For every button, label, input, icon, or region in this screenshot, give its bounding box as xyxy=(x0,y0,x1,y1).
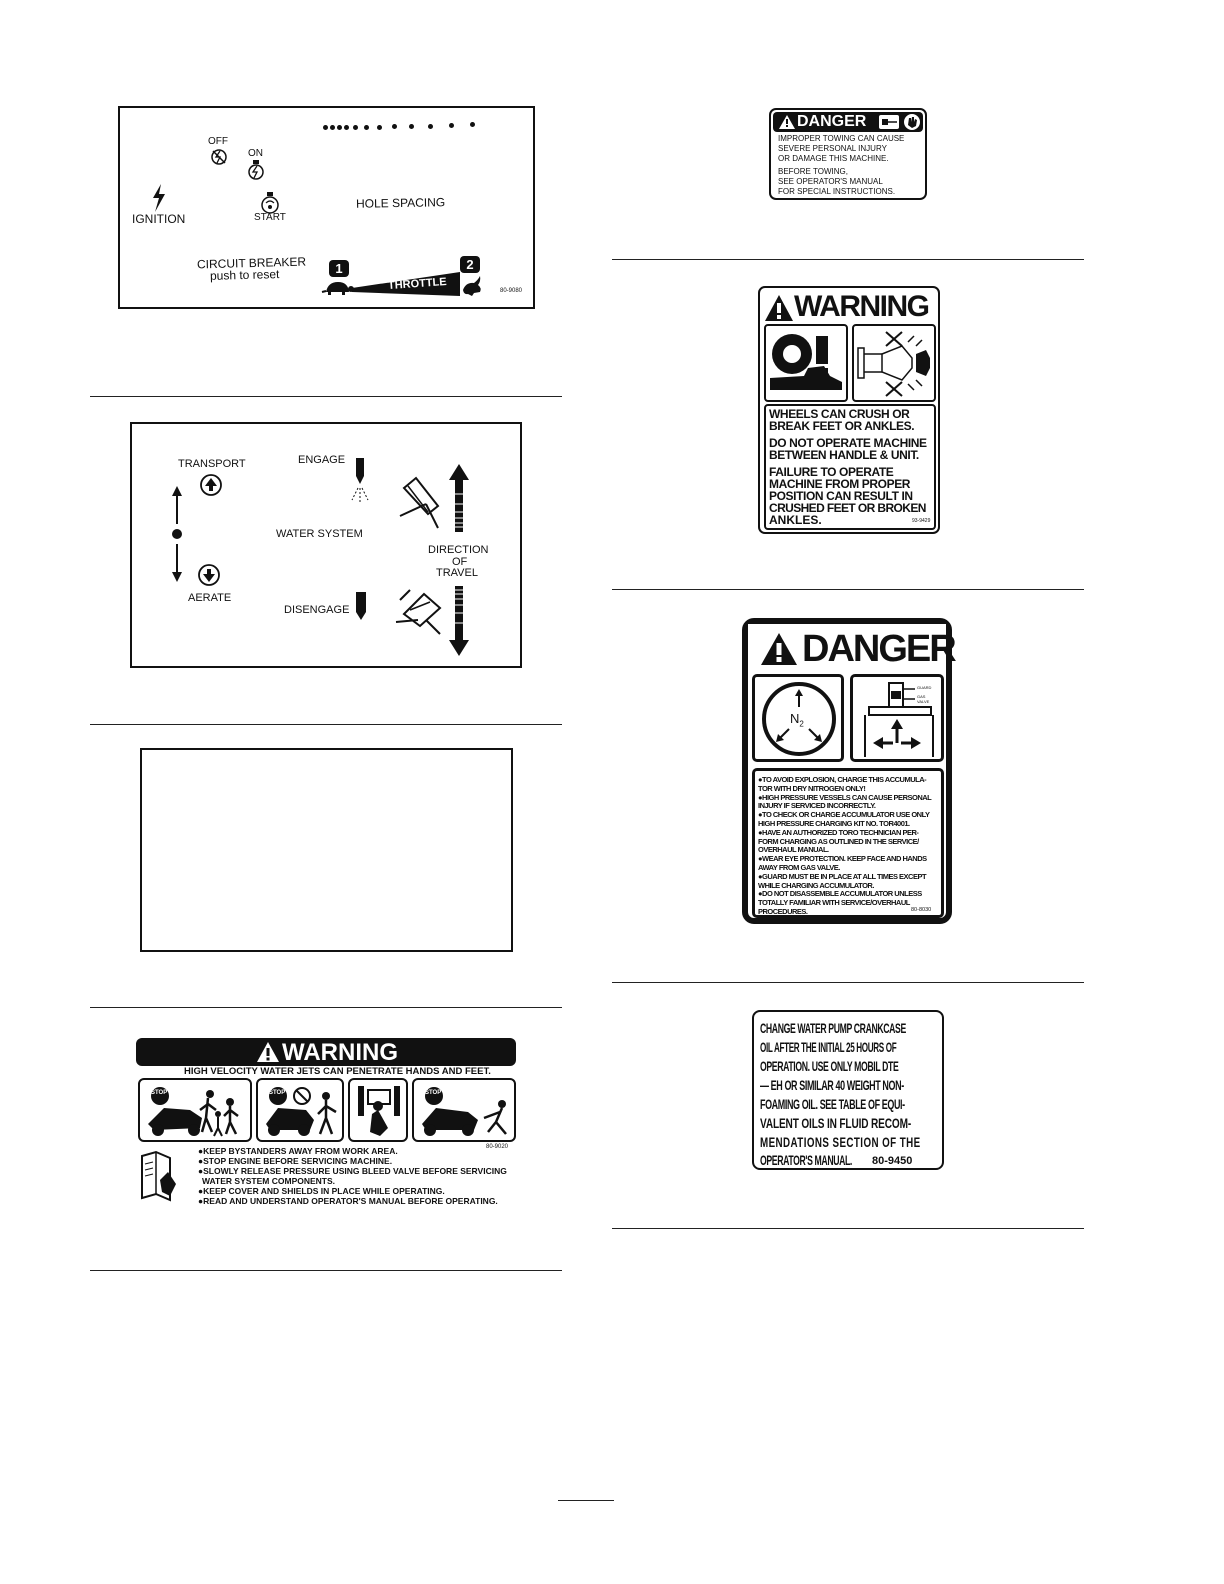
direction-label: DIRECTION xyxy=(428,544,489,556)
warning-triangle-icon xyxy=(256,1041,280,1063)
accumulator-bullet-4c: OVERHAUL MANUAL. xyxy=(758,845,829,855)
wheels-p2-line2: BETWEEN HANDLE & UNIT. xyxy=(769,448,919,462)
oil-part-number: 80-9450 xyxy=(872,1155,913,1167)
accumulator-bullet-4b: FORM CHARGING AS OUTLINED IN THE SERVICE/ xyxy=(758,836,919,846)
towing-danger-decal xyxy=(769,108,927,200)
valve-label: VALVE xyxy=(917,699,930,704)
oil-line-5: FOAMING OIL. SEE TABLE OF EQUI- xyxy=(760,1096,905,1112)
towing-line-3: OR DAMAGE THIS MACHINE. xyxy=(778,154,889,163)
accumulator-header-text: DANGER xyxy=(802,628,955,670)
wheel-crush-foot-icon xyxy=(768,332,846,396)
wheels-p3-line3: POSITION CAN RESULT IN xyxy=(769,489,913,503)
warning-header-text: WARNING xyxy=(282,1039,398,1066)
water-system-label: WATER SYSTEM xyxy=(276,528,363,540)
accumulator-bullet-7: ●DO NOT DISASSEMBLE ACCUMULATOR UNLESS xyxy=(758,889,922,899)
oil-line-7: MENDATIONS SECTION OF THE xyxy=(760,1134,921,1150)
water-jets-bullet-1: ●KEEP BYSTANDERS AWAY FROM WORK AREA. xyxy=(198,1146,398,1156)
water-jets-bullet-3b: WATER SYSTEM COMPONENTS. xyxy=(202,1176,336,1186)
towing-line-2: SEVERE PERSONAL INJURY xyxy=(778,144,887,153)
accumulator-bullet-2: ●HIGH PRESSURE VESSELS CAN CAUSE PERSONAL xyxy=(758,792,932,802)
oil-last-line: OPERATOR'S MANUAL. xyxy=(760,1152,852,1168)
accumulator-bullet-7c: PROCEDURES. xyxy=(758,907,808,916)
gas-label: GAS xyxy=(917,694,926,699)
wheels-p2-line1: DO NOT OPERATE MACHINE xyxy=(769,436,927,450)
divider-8 xyxy=(612,1228,1084,1229)
accumulator-bullet-6b: WHILE CHARGING ACCUMULATOR. xyxy=(758,880,874,890)
water-jets-part-number: 80-9020 xyxy=(486,1144,509,1150)
wheels-text-panel xyxy=(764,404,936,530)
blank-decal-box xyxy=(140,748,513,952)
accumulator-bullet-2b: INJURY IF SERVICED INCORRECTLY. xyxy=(758,801,876,811)
water-system-decal xyxy=(130,422,522,668)
pictogram-bleed-valve xyxy=(348,1078,408,1142)
travel-label: TRAVEL xyxy=(436,567,478,579)
water-jets-bullet-5: ●READ AND UNDERSTAND OPERATOR'S MANUAL BEFORE OPERATING. xyxy=(198,1196,498,1206)
wheels-part-number: 93-9429 xyxy=(912,518,931,524)
handle-unit-pictogram-panel xyxy=(852,324,936,402)
accumulator-text-panel xyxy=(752,768,944,918)
push-to-reset-label: push to reset xyxy=(209,267,280,283)
towing-header-bar xyxy=(773,112,923,132)
oil-line-2: OIL AFTER THE INITIAL 25 HOURS OF xyxy=(760,1039,897,1055)
circuit-breaker-label: CIRCUIT BREAKER xyxy=(196,254,307,272)
throttle-position-2: 2 xyxy=(460,256,480,273)
divider-1 xyxy=(90,396,562,397)
hole-spacing-label: HOLE SPACING xyxy=(355,195,446,211)
aerate-down-icon xyxy=(198,564,220,586)
operators-manual-icon xyxy=(140,1150,178,1204)
hand-manual-icon xyxy=(903,113,921,131)
divider-5 xyxy=(612,259,1084,260)
towing-header-text: DANGER xyxy=(797,113,867,130)
nitrogen-n: N xyxy=(790,711,800,726)
warning-header-bar xyxy=(136,1038,516,1066)
stop-sign-1: STOP xyxy=(151,1090,168,1096)
accumulator-warning-triangle-icon xyxy=(760,632,798,666)
accumulator-danger-decal xyxy=(742,618,955,924)
accumulator-bullet-1: ●TO AVOID EXPLOSION, CHARGE THIS ACCUMULA- xyxy=(758,775,927,784)
guard-valve-icon xyxy=(857,681,941,759)
operator-reverse-icon xyxy=(396,586,452,636)
ignition-on-icon xyxy=(247,160,265,182)
oil-line-6: VALENT OILS IN FLUID RECOM- xyxy=(760,1115,912,1131)
nitrogen-symbol xyxy=(790,711,804,729)
oil-line-1: CHANGE WATER PUMP CRANKCASE xyxy=(760,1020,906,1036)
divider-2 xyxy=(90,724,562,725)
divider-4 xyxy=(90,1270,562,1271)
wheels-p1-line1: WHEELS CAN CRUSH OR xyxy=(769,407,910,421)
rabbit-fast-icon xyxy=(460,276,484,298)
start-key-icon xyxy=(259,192,281,214)
no-stand-between-icon xyxy=(856,328,934,400)
accumulator-bullet-6: ●GUARD MUST BE IN PLACE AT ALL TIMES EXCEPT xyxy=(758,871,927,881)
transport-label: TRANSPORT xyxy=(178,458,246,470)
water-jets-bullet-2: ●STOP ENGINE BEFORE SERVICING MACHINE. xyxy=(198,1156,393,1166)
oil-line-4: — EH OR SIMILAR 40 WEIGHT NON- xyxy=(760,1077,904,1093)
wheels-p1-line2: BREAK FEET OR ANKLES. xyxy=(769,419,915,433)
divider-3 xyxy=(90,1007,562,1008)
towing-line-6: FOR SPECIAL INSTRUCTIONS. xyxy=(778,187,896,196)
turtle-slow-icon xyxy=(322,280,354,296)
water-jets-warning-decal xyxy=(136,1038,518,1208)
wheels-p3-line2: MACHINE FROM PROPER xyxy=(769,477,911,491)
crankcase-oil-decal xyxy=(752,1010,944,1170)
divider-6 xyxy=(612,589,1084,590)
control-panel-decal xyxy=(118,106,535,309)
start-label: START xyxy=(254,212,286,223)
transport-up-icon xyxy=(200,474,222,496)
towing-line-4: BEFORE TOWING, xyxy=(778,167,848,176)
water-jets-bullet-4: ●KEEP COVER AND SHIELDS IN PLACE WHILE OPERATING. xyxy=(198,1186,445,1196)
aerate-label: AERATE xyxy=(188,592,232,604)
pictogram-engine-off xyxy=(256,1078,344,1142)
guard-label: GUARD xyxy=(917,685,932,690)
off-label: OFF xyxy=(208,136,228,147)
accumulator-bullet-7b: TOTALLY FAMILIAR WITH SERVICE/OVERHAUL xyxy=(758,898,910,908)
stop-sign-2: STOP xyxy=(269,1090,286,1096)
oil-line-3: OPERATION. USE ONLY MOBIL DTE xyxy=(760,1058,899,1074)
page-footer-line xyxy=(558,1500,614,1501)
guard-pictogram-panel xyxy=(850,674,944,762)
lift-lever-arrows xyxy=(170,486,184,582)
towing-warning-triangle-icon xyxy=(779,115,795,129)
accumulator-bullet-1b: TOR WITH DRY NITROGEN ONLY! xyxy=(758,783,866,793)
throttle-position-1: 1 xyxy=(329,260,349,277)
water-jets-subhead: HIGH VELOCITY WATER JETS CAN PENETRATE HANDS AND FEET. xyxy=(184,1066,491,1077)
towing-line-1: IMPROPER TOWING CAN CAUSE xyxy=(778,134,905,143)
accumulator-bullet-4: ●HAVE AN AUTHORIZED TORO TECHNICIAN PER- xyxy=(758,827,919,837)
wheels-warning-triangle-icon xyxy=(764,294,794,322)
pictogram-bystanders xyxy=(138,1078,252,1142)
ignition-off-icon xyxy=(210,148,228,166)
ignition-label: IGNITION xyxy=(132,212,186,226)
lightning-bolt-icon xyxy=(150,184,168,212)
accumulator-bullet-3: ●TO CHECK OR CHARGE ACCUMULATOR USE ONLY xyxy=(758,810,930,820)
wheels-p3-line5: ANKLES. xyxy=(769,513,822,527)
accumulator-part-number: 80-8030 xyxy=(911,907,932,913)
throttle-label: THROTTLE xyxy=(387,275,448,293)
crush-pictogram-panel xyxy=(764,324,848,402)
on-label: ON xyxy=(248,148,263,159)
accumulator-bullet-5: ●WEAR EYE PROTECTION. KEEP FACE AND HANDS xyxy=(758,854,927,864)
stop-sign-3: STOP xyxy=(425,1090,442,1096)
of-label: OF xyxy=(452,556,468,568)
water-jets-bullet-3: ●SLOWLY RELEASE PRESSURE USING BLEED VALVE BEFORE SERVICING xyxy=(198,1166,507,1176)
divider-7 xyxy=(612,982,1084,983)
panel1-part-number: 80-9080 xyxy=(500,288,523,294)
wheels-p3-line4: CRUSHED FEET OR BROKEN xyxy=(769,501,926,515)
engage-label: ENGAGE xyxy=(298,454,346,466)
wheels-p3-line1: FAILURE TO OPERATE xyxy=(769,465,894,479)
hand-valve-icon xyxy=(354,1084,404,1138)
towing-line-5: SEE OPERATOR'S MANUAL xyxy=(778,177,883,186)
hole-spacing-dots xyxy=(323,122,478,132)
tow-vehicle-icon xyxy=(879,115,899,129)
pictogram-shields xyxy=(412,1078,516,1142)
nitrogen-pictogram-panel xyxy=(752,674,844,762)
accumulator-header xyxy=(748,624,955,674)
water-spray-icon xyxy=(350,458,370,504)
accumulator-bullet-3b: HIGH PRESSURE CHARGING KIT NO. TOR4001. xyxy=(758,819,910,828)
nitrogen-subscript: 2 xyxy=(799,719,804,729)
operator-forward-icon xyxy=(398,476,450,530)
wheels-warning-decal xyxy=(758,286,940,534)
wheels-warning-header: WARNING xyxy=(794,290,929,323)
water-off-icon xyxy=(354,592,368,624)
accumulator-bullet-5b: AWAY FROM GAS VALVE. xyxy=(758,863,840,872)
disengage-label: DISENGAGE xyxy=(284,604,350,616)
